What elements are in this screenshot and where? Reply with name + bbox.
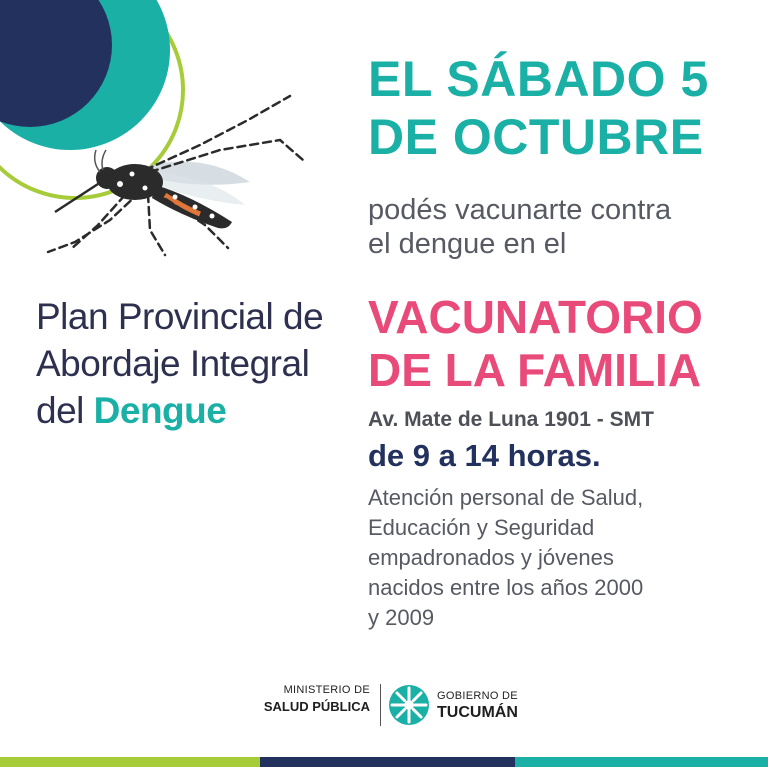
ministry-logo: [240, 683, 370, 715]
venue-line-2: DE LA FAMILIA: [368, 344, 702, 396]
eligibility-details: [368, 483, 708, 633]
opening-hours: de 9 a 14 horas.: [368, 438, 601, 473]
gov-line-2: TUCUMÁN: [437, 704, 518, 721]
headline: [368, 50, 709, 166]
plan-line-2: Abordaje Integral: [36, 343, 310, 384]
bottom-bar-lime: [0, 757, 260, 767]
ministry-line-1: MINISTERIO DE: [283, 684, 370, 696]
venue-address: Av. Mate de Luna 1901 - SMT: [368, 408, 654, 431]
details-line-1: Atención personal de Salud,: [368, 485, 644, 510]
details-line-4: nacidos entre los años 2000: [368, 575, 644, 600]
details-line-2: Educación y Seguridad: [368, 515, 595, 540]
bottom-bar-navy: [260, 757, 515, 767]
details-line-3: empadronados y jóvenes: [368, 545, 614, 570]
venue-name: [368, 291, 703, 397]
plan-dengue-highlight: Dengue: [93, 390, 227, 431]
headline-line-2: DE OCTUBRE: [368, 109, 704, 165]
bottom-bar-teal: [515, 757, 768, 767]
plan-line-1: Plan Provincial de: [36, 296, 324, 337]
venue-line-1: VACUNATORIO: [368, 291, 703, 343]
logo-divider: [380, 684, 381, 726]
subtitle-line-1: podés vacunarte contra: [368, 194, 672, 226]
details-line-5: y 2009: [368, 605, 435, 630]
plan-line-3: [36, 387, 323, 434]
subtitle: [368, 193, 671, 261]
headline-line-1: EL SÁBADO 5: [368, 51, 709, 107]
plan-line-3-prefix: del: [36, 390, 94, 431]
gobierno-emblem-icon: [389, 685, 429, 725]
subtitle-line-2: el dengue en el: [368, 228, 567, 260]
plan-title: [36, 293, 323, 434]
ministry-line-2: SALUD PÚBLICA: [263, 699, 370, 714]
government-logo: [437, 689, 518, 722]
gov-line-1: GOBIERNO DE: [437, 690, 518, 702]
